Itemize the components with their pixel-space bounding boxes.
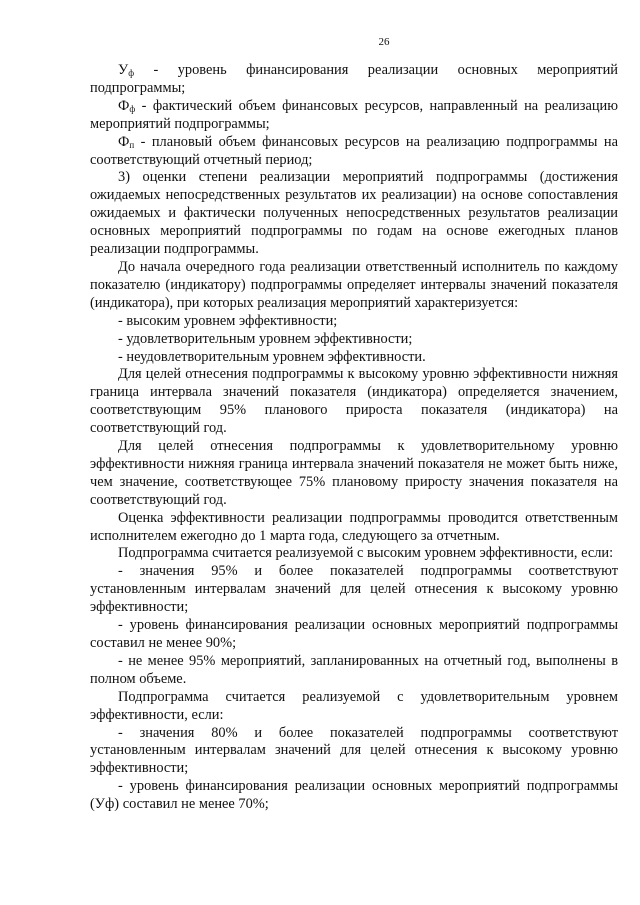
symbol: Ф: [118, 133, 130, 150]
list-item: - высоким уровнем эффективности;: [118, 312, 338, 329]
list-item: - значения 80% и более показателей подпрограммы соответствуют установленным интервалам значений для целей отнесения к высокому уровню эффективности;: [90, 724, 618, 777]
list-item: - значения 95% и более показателей подпрограммы соответствуют установленным интервалам значений для целей отнесения к высокому уровню эффективности;: [90, 563, 618, 616]
definition-text: - уровень финансирования реализации основных мероприятий подпрограммы;: [90, 62, 618, 96]
symbol-subscript: п: [129, 139, 135, 150]
paragraph: Подпрограмма считается реализуемой с высоким уровнем эффективности, если:: [118, 545, 614, 562]
document-body: [90, 62, 618, 814]
definition-fp: [90, 134, 618, 170]
paragraph: Для целей отнесения подпрограммы к высокому уровню эффективности нижняя граница интервала значений показателя (индикатора) определяется значением, соответствующим 95% планового прироста показателя (индикатора) на соответствующий год.: [90, 366, 618, 437]
list-item: - неудовлетворительным уровнем эффективности.: [118, 348, 426, 365]
symbol-subscript: ф: [129, 103, 136, 114]
paragraph: Оценка эффективности реализации подпрограммы проводится ответственным исполнителем ежегодно до 1 марта года, следующего за отчетным.: [90, 509, 618, 544]
paragraph: Подпрограмма считается реализуемой с удовлетворительным уровнем эффективности, если:: [90, 688, 618, 723]
list-item: - уровень финансирования реализации основных мероприятий подпрограммы составил не менее 90%;: [90, 617, 618, 651]
definition-text: - плановый объем финансовых ресурсов на реализацию подпрограммы на соответствующий отчетный период;: [90, 133, 618, 168]
paragraph: 3) оценки степени реализации мероприятий подпрограммы (достижения ожидаемых непосредственных результатов их реализации) на основе сопоставления ожидаемых и фактически полученных непосредственных результатов реализации основных мероприятий подпрограммы по годам на основе ежегодных планов реализации подпрограммы.: [90, 169, 618, 258]
list-item: - не менее 95% мероприятий, запланированных на отчетный год, выполнены в полном объеме.: [90, 652, 618, 687]
symbol: Ф: [118, 97, 130, 114]
list-item: - уровень финансирования реализации основных мероприятий подпрограммы (Уф) составил не менее 70%;: [90, 778, 618, 813]
page-number: 26: [378, 36, 390, 48]
paragraph: Для целей отнесения подпрограммы к удовлетворительному уровню эффективности нижняя граница интервала значений показателя не может быть ниже, чем значение, соответствующее 75% плановому приросту значения показателя на соответствующий год.: [90, 438, 618, 508]
definition-ff: [90, 98, 618, 134]
definition-uf: [90, 62, 618, 98]
paragraph: До начала очередного года реализации ответственный исполнитель по каждому показателю (индикатору) подпрограммы определяет интервалы значений показателя (индикатора), при которых реализация мероприятий характеризуется:: [90, 258, 618, 311]
symbol: У: [118, 62, 129, 78]
definition-text: - фактический объем финансовых ресурсов, направленный на реализацию мероприятий подпрограммы;: [90, 97, 618, 132]
symbol-subscript: ф: [128, 68, 135, 78]
list-item: - удовлетворительным уровнем эффективности;: [118, 330, 413, 347]
